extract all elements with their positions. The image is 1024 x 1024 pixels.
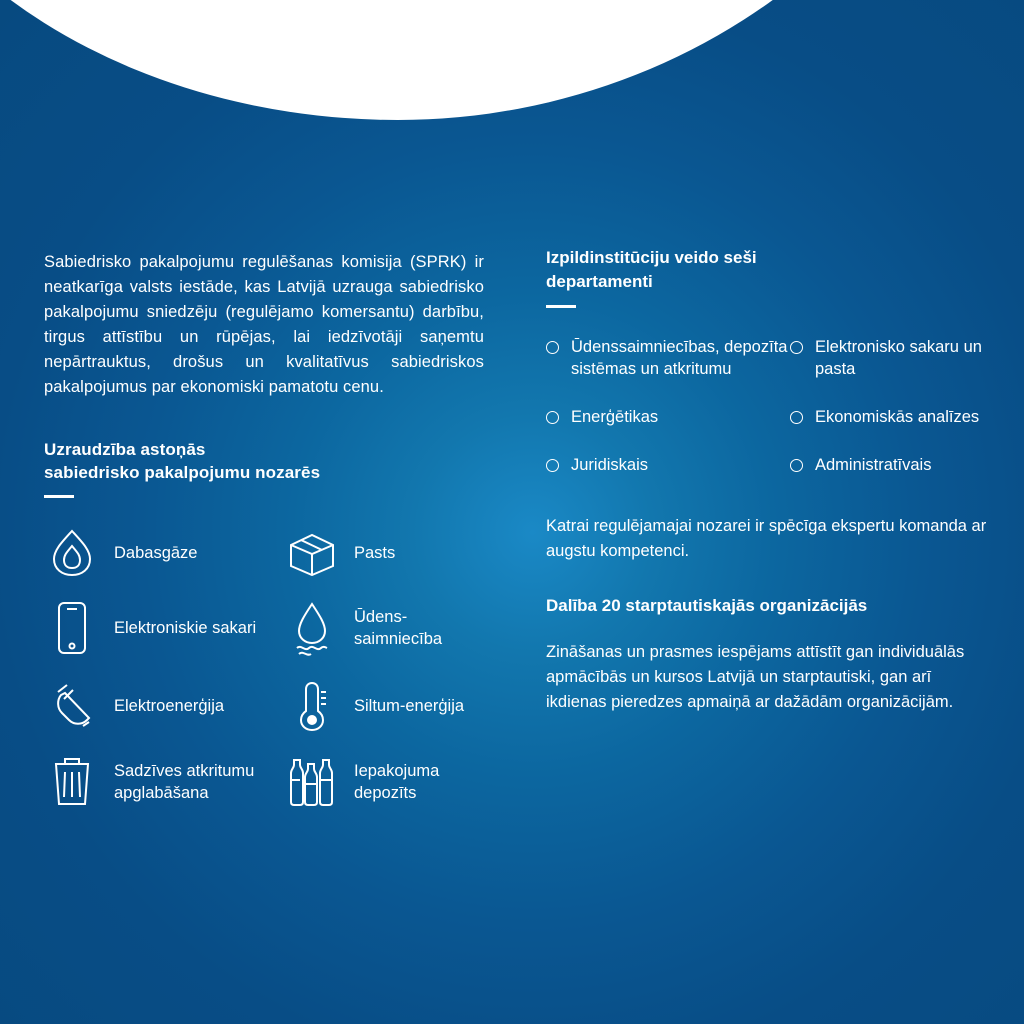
experts-paragraph: Katrai regulējamajai nozarei ir spēcīga ekspertu komanda ar augstu kompetenci. [546, 517, 987, 560]
heading-underline [546, 305, 576, 308]
sector-label: Elektroenerģija [114, 697, 225, 715]
sector-item [284, 756, 484, 808]
heading-underline [44, 495, 74, 498]
memberships-paragraph: Zināšanas un prasmes iespējams attīstīt gan individuālās apmācībās un kursos Latvijā un starptautiski, gan arī ikdienas pieredzes apmaiņā ar dažādām organizācijām. [546, 643, 965, 711]
waste-bin-icon [44, 756, 100, 808]
sector-item [284, 678, 484, 734]
sector-label: Iepakojuma depozīts [354, 762, 440, 802]
electric-plug-icon [44, 682, 100, 730]
sectors-heading-line1: Uzraudzība astoņās [44, 440, 206, 459]
water-drop-icon [284, 600, 340, 656]
circle-bullet-icon [546, 459, 559, 472]
sector-item [44, 678, 284, 734]
thermometer-icon [284, 678, 340, 734]
intro-paragraph: Sabiedrisko pakalpojumu regulēšanas komisija (SPRK) ir neatkarīga valsts iestāde, kas Latvijā uzrauga sabiedrisko pakalpojumu sniedzēju (regulējamo komersantu) darbību, tirgus attīstību un rūpējas, lai iedzīvotāji saņemtu nepārtrauktus, drošus un kvalitatīvus sabiedriskos pakalpojumus par ekonomiski pamatotu cenu. [44, 253, 484, 396]
department-item [546, 336, 790, 380]
circle-bullet-icon [790, 411, 803, 424]
sectors-heading-line2: sabiedrisko pakalpojumu nozarēs [44, 463, 321, 482]
bottles-deposit-icon [284, 756, 340, 808]
departments-heading-line2: departamenti [546, 272, 653, 291]
memberships-heading: Dalība 20 starptautiskajās organizācijās [546, 596, 868, 615]
sectors-heading-block [44, 438, 484, 498]
circle-bullet-icon [546, 341, 559, 354]
department-label: Juridiskais [571, 456, 649, 474]
sectors-heading [44, 438, 484, 484]
sector-item [44, 756, 284, 808]
department-label: Administratīvais [815, 456, 932, 474]
sector-label: Pasts [354, 544, 396, 562]
departments-grid [546, 336, 994, 476]
sector-item [44, 600, 284, 656]
department-item [790, 336, 994, 380]
parcel-box-icon [284, 530, 340, 576]
departments-heading [546, 246, 994, 294]
right-column [546, 246, 994, 715]
departments-heading-line1: Izpildinstitūciju veido seši [546, 248, 757, 267]
sector-item [44, 528, 284, 578]
left-column [44, 250, 484, 808]
department-label: Enerģētikas [571, 408, 659, 426]
department-item [546, 454, 790, 476]
sector-label: Dabasgāze [114, 544, 198, 562]
sector-label: Sadzīves atkritumu apglabāšana [114, 762, 255, 802]
gas-flame-icon [44, 528, 100, 578]
sector-label: Ūdens-saimniecība [354, 608, 443, 648]
smartphone-icon [44, 600, 100, 656]
department-label: Ūdenssaimniecības, depozīta sistēmas un atkritumu [571, 338, 788, 378]
sector-item [284, 600, 484, 656]
circle-bullet-icon [546, 411, 559, 424]
department-item [546, 406, 790, 428]
sector-label: Elektroniskie sakari [114, 619, 257, 637]
department-label: Ekonomiskās analīzes [815, 408, 980, 426]
sector-item [284, 528, 484, 578]
circle-bullet-icon [790, 341, 803, 354]
sector-label: Siltum-enerģija [354, 697, 465, 715]
circle-bullet-icon [790, 459, 803, 472]
sectors-grid [44, 528, 484, 808]
department-item [790, 406, 994, 428]
department-item [790, 454, 994, 476]
department-label: Elektronisko sakaru un pasta [815, 338, 982, 378]
